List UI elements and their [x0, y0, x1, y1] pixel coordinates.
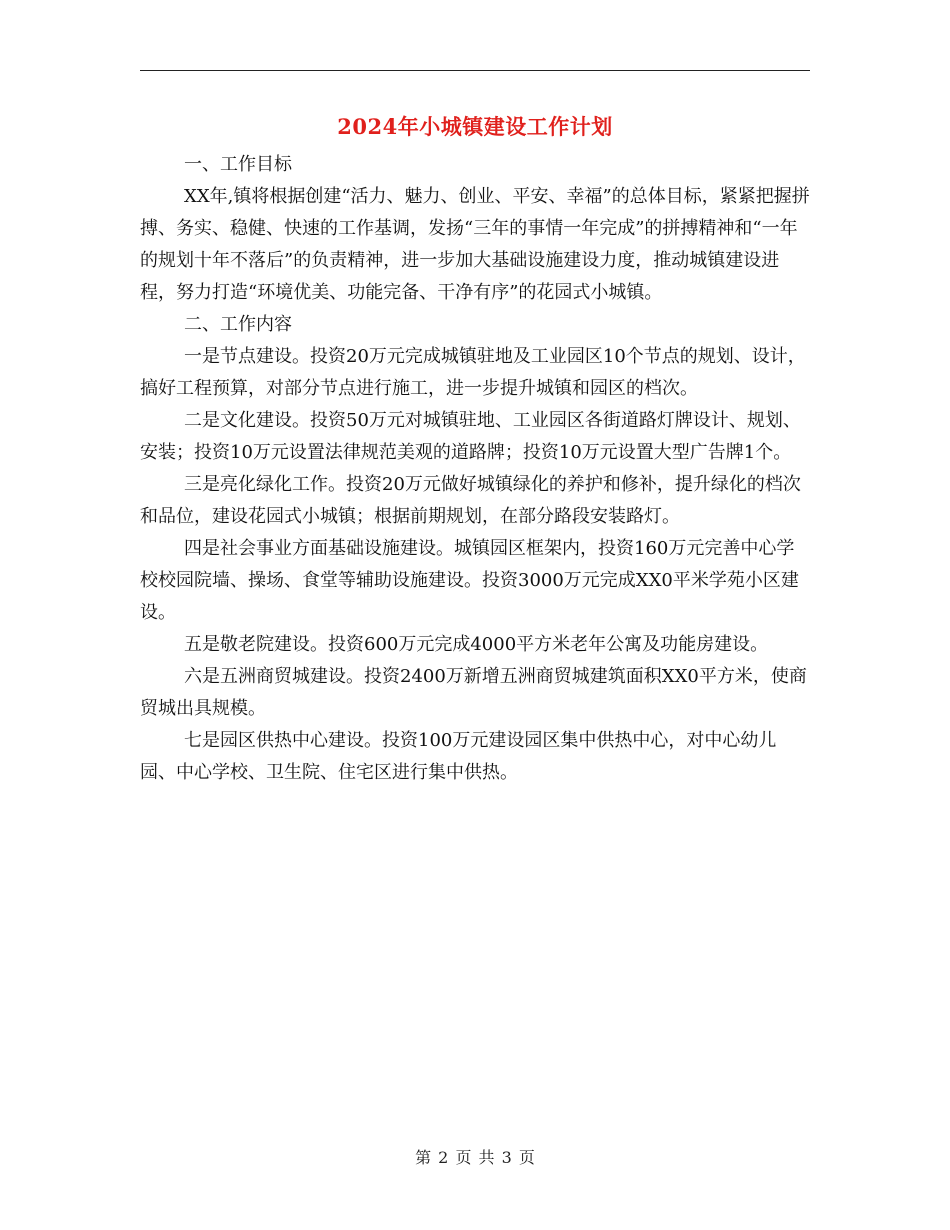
paragraph-goals: XX年,镇将根据创建“活力、魅力、创业、平安、幸福”的总体目标，紧紧把握拼搏、务实、稳健、快速的工作基调，发扬“三年的事情一年完成”的拼搏精神和“一年的规划十年不落后”的负责精神，进一步加大基础设施建设力度，推动城镇建设进程，努力打造“环境优美、功能完备、干净有序”的花园式小城镇。 [140, 186, 810, 303]
paragraph-nursing-home: 五是敬老院建设。投资600万元完成4000平方米老年公寓及功能房建设。 [184, 634, 769, 655]
section-heading-goals: 一、工作目标 [184, 154, 292, 175]
section-heading-content: 二、工作内容 [184, 314, 292, 335]
paragraph-node-construction: 一是节点建设。投资20万元完成城镇驻地及工业园区10个节点的规划、设计，搞好工程预算，对部分节点进行施工，进一步提升城镇和园区的档次。 [140, 346, 806, 399]
paragraph-social-infrastructure: 四是社会事业方面基础设施建设。城镇园区框架内，投资160万元完善中心学校校园院墙、操场、食堂等辅助设施建设。投资3000万元完成XX0平米学苑小区建设。 [140, 538, 799, 623]
paragraph-heating-center: 七是园区供热中心建设。投资100万元建设园区集中供热中心，对中心幼儿园、中心学校、卫生院、住宅区进行集中供热。 [140, 730, 777, 783]
document-body [140, 149, 810, 789]
document-title: 2024年小城镇建设工作计划 [337, 114, 613, 139]
page-number: 第 2 页 共 3 页 [415, 1148, 535, 1167]
paragraph-lighting-greening: 三是亮化绿化工作。投资20万元做好城镇绿化的养护和修补，提升绿化的档次和品位，建设花园式小城镇；根据前期规划，在部分路段安装路灯。 [140, 474, 801, 527]
paragraph-culture-construction: 二是文化建设。投资50万元对城镇驻地、工业园区各街道路灯牌设计、规划、安装；投资10万元设置法律规范美观的道路牌；投资10万元设置大型广告牌1个。 [140, 410, 801, 463]
header-rule [140, 70, 810, 71]
paragraph-trade-city: 六是五洲商贸城建设。投资2400万新增五洲商贸城建筑面积XX0平方米，使商贸城出具规模。 [140, 666, 807, 719]
